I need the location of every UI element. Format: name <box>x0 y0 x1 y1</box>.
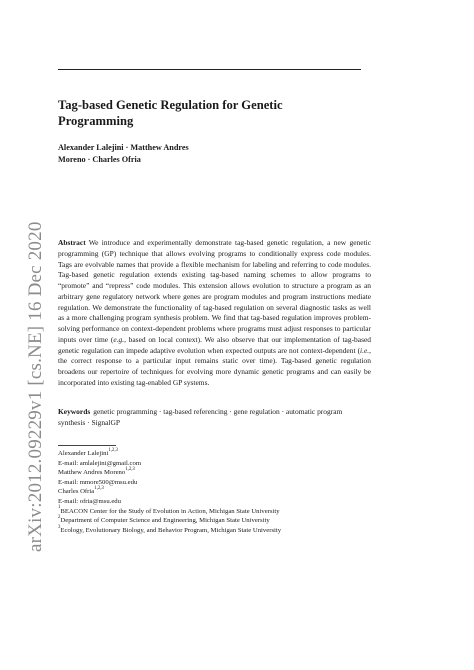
footnote-affiliation: $^3$Ecology, Evolutionary Biology, and Behavior Program, Michigan State University <box>58 524 282 534</box>
abstract-text: We introduce and experimentally demonstrate tag-based genetic regulation, a new genetic programming (GP) technique that allows evolving programs to conditionally express code modules. Tags are evolvable names that provide a flexible mechanism for labeling and referring to code modules. Tag-based genetic regulation extends existing tag-based naming schemes to allow programs to “promote” and “repress” code modules. This extension allows evolution to structure a program as an arbitrary gene regulatory network where genes are program modules and program instructions mediate regulation. We demonstrate the functionality of tag-based regulation on several diagnostic tasks as well as a more challenging program synthesis problem. We find that tag-based regulation improves problem-solving performance on context-dependent problems where programs must adjust responses to particular inputs over time ( <box>58 238 371 344</box>
keywords <box>58 407 371 429</box>
abstract-label: Abstract <box>58 238 86 247</box>
keywords-label: Keywords <box>58 407 91 416</box>
footnote-author: Alexander Lalejini$^{1,2,3}$ <box>58 447 118 457</box>
footnote-email: E-mail: mmore500@msu.edu <box>58 478 138 486</box>
footnote-affiliation: $^2$Department of Computer Science and Engineering, Michigan State University <box>58 514 270 525</box>
paper-title: Tag-based Genetic Regulation for Genetic Programming <box>58 98 283 128</box>
header-rule <box>58 69 361 70</box>
footnotes <box>58 449 371 535</box>
footnote-rule <box>58 445 116 446</box>
abstract-text: , the correct response to a particular input remains static over time). Tag-based genetic regulation broadens our repertoire of techniques for evolving more dynamic genetic programs and can easily be incorporated into existing tag-enabled GP systems. <box>58 345 371 387</box>
abstract <box>58 238 371 389</box>
footnote-email: E-mail: ofria@msu.edu <box>58 497 121 505</box>
author-line: Moreno · Charles Ofria <box>58 155 141 164</box>
footnote-affiliation: $^1$BEACON Center for the Study of Evolution in Action, Michigan State University <box>58 505 280 515</box>
footnote-email: E-mail: amlalejini@gmail.com <box>58 459 142 467</box>
abstract-text: , based on local context). We also observe that our implementation of tag-based genetic regulation can impede adaptive evolution when expected outputs are not context-dependent ( <box>58 334 371 355</box>
abstract-text-italic: e.g. <box>113 334 125 344</box>
footnote-author: Charles Ofria$^{1,2,3}$ <box>58 486 104 496</box>
abstract-text-italic: i.e. <box>360 345 370 355</box>
author-line: Alexander Lalejini · Matthew Andres <box>58 143 189 152</box>
keywords-text: genetic programming · tag-based referencing · gene regulation · automatic program synthesis · SignalGP <box>58 407 343 427</box>
author-list <box>58 142 308 166</box>
arxiv-identifier: arXiv:2012.09229v1 [cs.NE] 16 Dec 2020 <box>25 221 46 552</box>
footnote-author: Matthew Andres Moreno$^{1,2,3}$ <box>58 466 135 477</box>
